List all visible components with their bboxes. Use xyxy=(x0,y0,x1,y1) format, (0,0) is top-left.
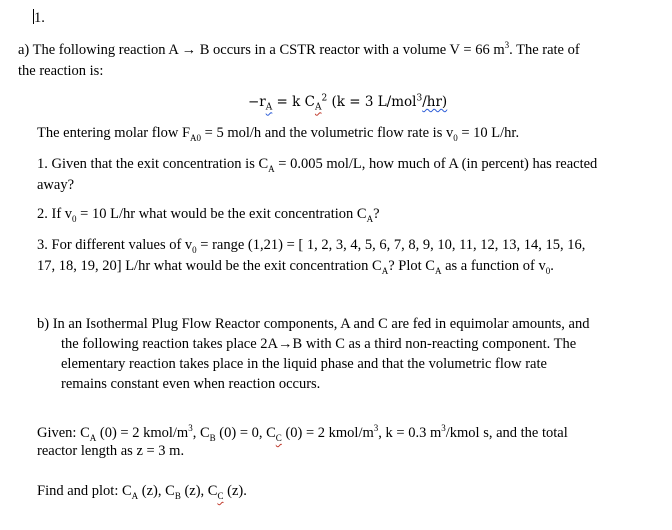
question-3-line2: 17, 18, 19, 20] L/hr what would be the exit concentration $C_A$? Plot $C_A$ as a function of $v_0$. xyxy=(37,258,554,276)
given-line2: reactor length as z = 3 m. xyxy=(37,443,185,459)
question-2: 2. If $v_0 = 10$ L/hr what would be the exit concentration $C_A$? xyxy=(37,206,380,224)
question-3-line1: 3. For different values of $v_0$ = range (1,21) = [ 1, 2, 3, 4, 5, 6, 7, 8, 9, 10, 11, 12, 13, 14, 15, 16, xyxy=(37,237,586,255)
part-b-line2: the following reaction takes place 2A→B with C as a third non-reacting component. The xyxy=(61,336,577,352)
find-and-plot: Find and plot: $C_A$ (z), $C_B$ (z), $C_C$ (z). xyxy=(37,483,247,501)
part-b-line1: b) In an Isothermal Plug Flow Reactor components, A and C are fed in equimolar amounts, and xyxy=(37,316,590,332)
problem-number xyxy=(33,9,45,27)
part-a-intro-line2: the reaction is: xyxy=(18,63,104,79)
part-b-line3: elementary reaction takes place in the liquid phase and that the volumetric flow rate xyxy=(61,356,547,372)
problem-number-text: 1. xyxy=(34,10,45,26)
part-a-intro-line1: a) The following reaction A → B occurs in a CSTR reactor with a volume V = 66 $m^3$. The rate of xyxy=(18,40,580,58)
part-b-line4: remains constant even when reaction occurs. xyxy=(61,376,321,392)
question-1-line2: away? xyxy=(37,177,75,193)
question-1-line1: 1. Given that the exit concentration is $C_A = 0.005$ mol/L, how much of A (in percent) has reacted xyxy=(37,156,598,174)
entering-flow-line: The entering molar flow $F_{A0} = 5$ mol/h and the volumetric flow rate is $v_0 = 10$ L/hr. xyxy=(37,125,520,143)
given-line1: Given: $C_A$ (0) = 2 kmol/$m^3$, $C_B$ (0) = 0, $C_C$ (0) = 2 kmol/$m^3$, k = 0.3 $m^3$/kmol s, and the total xyxy=(37,423,568,443)
rate-equation: $-r_A = k$ $C_A^2$ (k = 3 L/mol$^3$/hr) xyxy=(248,93,448,113)
